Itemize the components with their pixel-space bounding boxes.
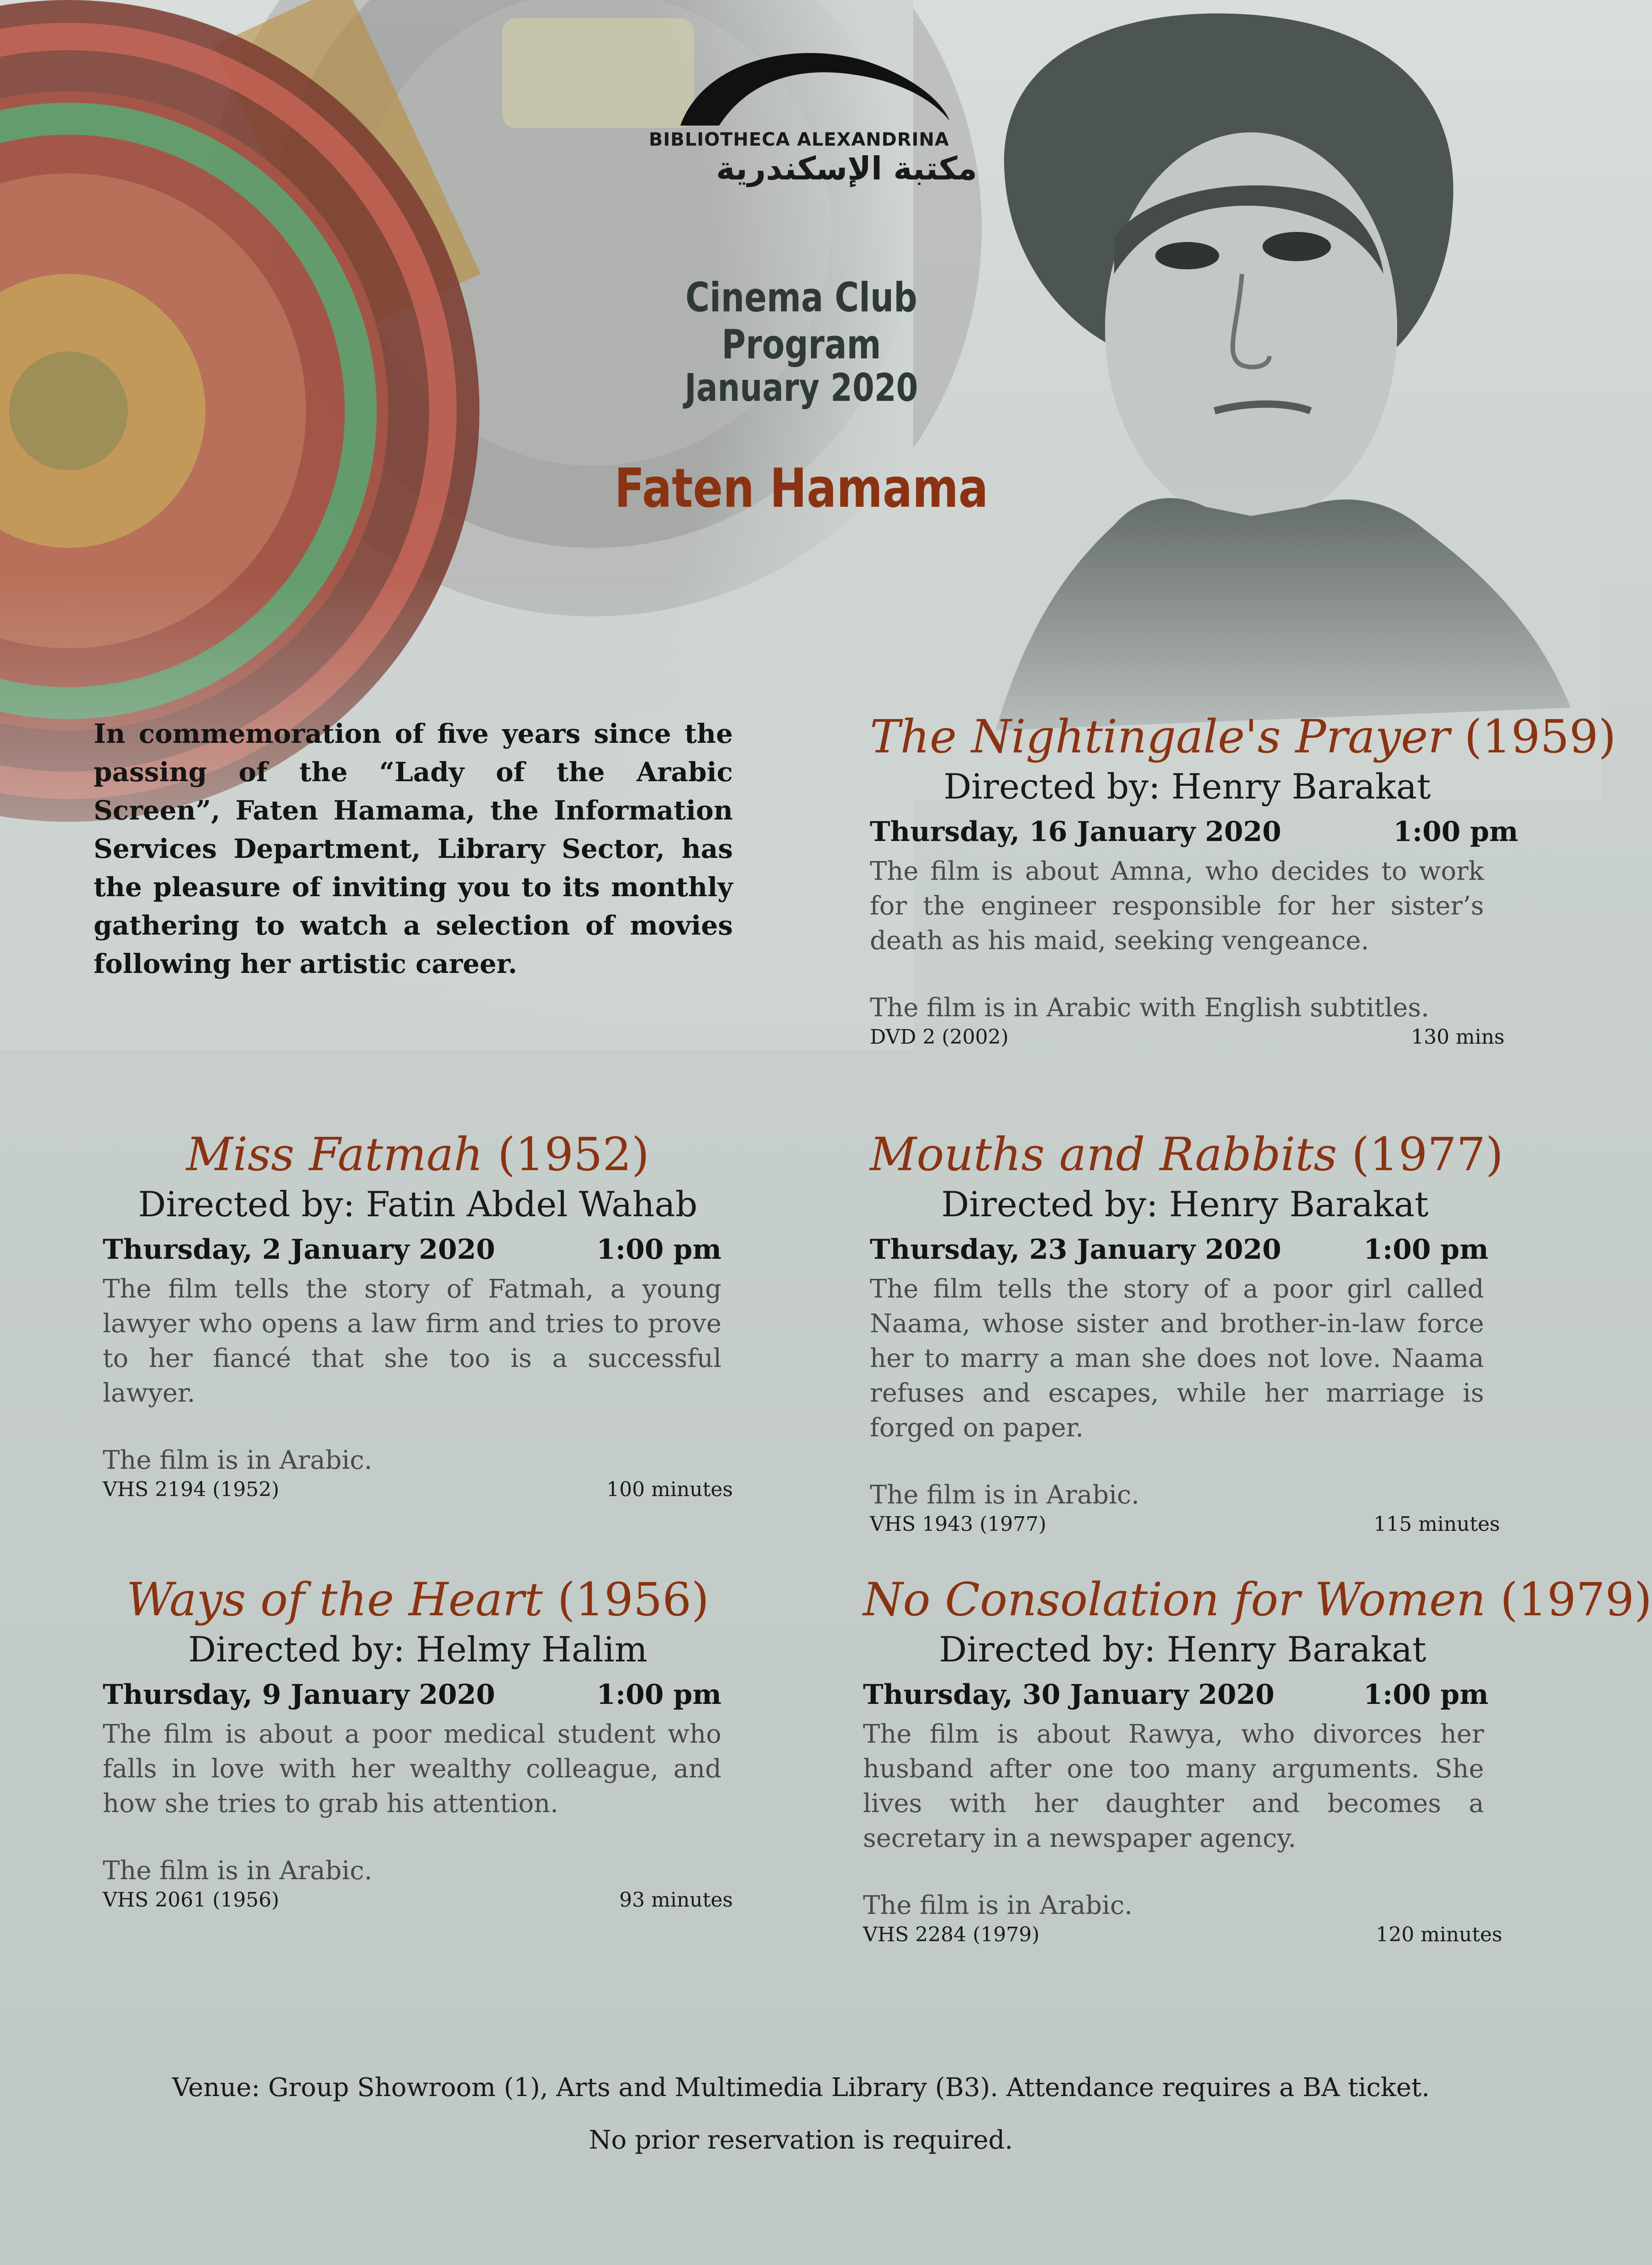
film-description: The film is about Rawya, who divorces her husband after one too many arguments. She lives with her daughter and becomes a secretary in a newspaper agency. — [863, 1719, 1484, 1853]
film-title — [103, 1573, 733, 1626]
film-date: Thursday, 16 January 2020 — [870, 816, 1282, 848]
film-time: 1:00 pm — [1363, 1234, 1489, 1266]
film-card-no-consolation-for-women — [863, 1573, 1652, 1950]
film-date: Thursday, 23 January 2020 — [870, 1234, 1282, 1266]
film-media: VHS 1943 (1977) — [870, 1513, 1047, 1536]
logo-arabic-text: مكتبة الإسكندرية — [716, 150, 977, 187]
film-media: DVD 2 (2002) — [870, 1025, 1009, 1049]
film-title-text: The Nightingale's Prayer — [870, 710, 1450, 763]
film-director: Directed by: Henry Barakat — [943, 766, 1431, 807]
film-card-mouths-and-rabbits — [870, 1128, 1504, 1540]
film-card-nightingales-prayer — [870, 710, 1616, 1053]
film-title-text: Miss Fatmah — [186, 1128, 483, 1181]
film-duration: 130 mins — [1411, 1025, 1505, 1049]
arch-logo-icon — [612, 43, 986, 130]
film-director: Directed by: Helmy Halim — [188, 1629, 647, 1670]
film-title — [863, 1573, 1652, 1626]
film-language: The film is in Arabic. — [103, 1445, 373, 1475]
film-title — [870, 1128, 1504, 1181]
intro-paragraph: In commemoration of five years since the passing of the “Lady of the Arabic Screen”, Faten Hamama, the Information Services Department, Library Sector, has the pleasure of inviting you to its monthly gathering to watch a selection of movies following her artistic career. — [94, 718, 733, 979]
film-duration: 120 minutes — [1376, 1923, 1502, 1946]
film-title — [103, 1128, 733, 1181]
film-duration: 115 minutes — [1373, 1513, 1500, 1536]
film-description: The film is about Amna, who decides to work for the engineer responsible for her sister’s death as his maid, seeking vengeance. — [870, 857, 1484, 956]
film-media: VHS 2061 (1956) — [103, 1888, 279, 1912]
film-year: (1959) — [1464, 710, 1616, 763]
film-time: 1:00 pm — [596, 1679, 721, 1711]
venue-info: Venue: Group Showroom (1), Arts and Multimedia Library (B3). Attendance requires a BA ticket. — [172, 2073, 1430, 2102]
film-media: VHS 2284 (1979) — [863, 1923, 1040, 1946]
film-media: VHS 2194 (1952) — [103, 1478, 279, 1501]
film-director: Directed by: Fatin Abdel Wahab — [138, 1184, 698, 1224]
honoree-heading: Faten Hamama — [614, 457, 989, 520]
logo-english-text: BIBLIOTHECA ALEXANDRINA — [649, 129, 949, 150]
film-language: The film is in Arabic. — [870, 1480, 1140, 1510]
reservation-note: No prior reservation is required. — [589, 2125, 1013, 2155]
film-director: Directed by: Henry Barakat — [941, 1184, 1429, 1224]
film-title-text: No Consolation for Women — [863, 1573, 1486, 1626]
film-date: Thursday, 2 January 2020 — [103, 1234, 495, 1266]
film-time: 1:00 pm — [1393, 816, 1518, 848]
film-year: (1956) — [557, 1573, 710, 1626]
film-title — [870, 710, 1616, 763]
film-description: The film tells the story of Fatmah, a young lawyer who opens a law firm and tries to prove to her fiancé that she too is a successful lawyer. — [103, 1274, 721, 1408]
film-language: The film is in Arabic. — [103, 1856, 373, 1886]
film-language: The film is in Arabic. — [863, 1891, 1133, 1920]
film-title-text: Ways of the Heart — [126, 1573, 543, 1626]
film-card-miss-fatmah — [103, 1128, 733, 1505]
film-duration: 100 minutes — [606, 1478, 733, 1501]
program-heading: Cinema Club Program — [685, 274, 917, 368]
film-date: Thursday, 30 January 2020 — [863, 1679, 1275, 1711]
library-logo — [612, 43, 986, 187]
film-card-ways-of-the-heart — [103, 1573, 733, 1916]
film-time: 1:00 pm — [1363, 1679, 1489, 1711]
film-duration: 93 minutes — [619, 1888, 733, 1912]
film-date: Thursday, 9 January 2020 — [103, 1679, 495, 1711]
film-year: (1952) — [497, 1128, 650, 1181]
film-language: The film is in Arabic with English subtitles. — [870, 993, 1429, 1023]
film-year: (1977) — [1352, 1128, 1504, 1181]
film-title-text: Mouths and Rabbits — [870, 1128, 1337, 1181]
film-director: Directed by: Henry Barakat — [939, 1629, 1426, 1670]
film-year: (1979) — [1500, 1573, 1652, 1626]
film-description: The film is about a poor medical student who falls in love with her wealthy colleague, and how she tries to grab his attention. — [103, 1719, 721, 1818]
film-time: 1:00 pm — [596, 1234, 721, 1266]
month-heading: January 2020 — [684, 365, 918, 410]
film-description: The film tells the story of a poor girl called Naama, whose sister and brother-in-law force her to marry a man she does not love. Naama refuses and escapes, while her marriage is forged on paper. — [870, 1274, 1484, 1443]
